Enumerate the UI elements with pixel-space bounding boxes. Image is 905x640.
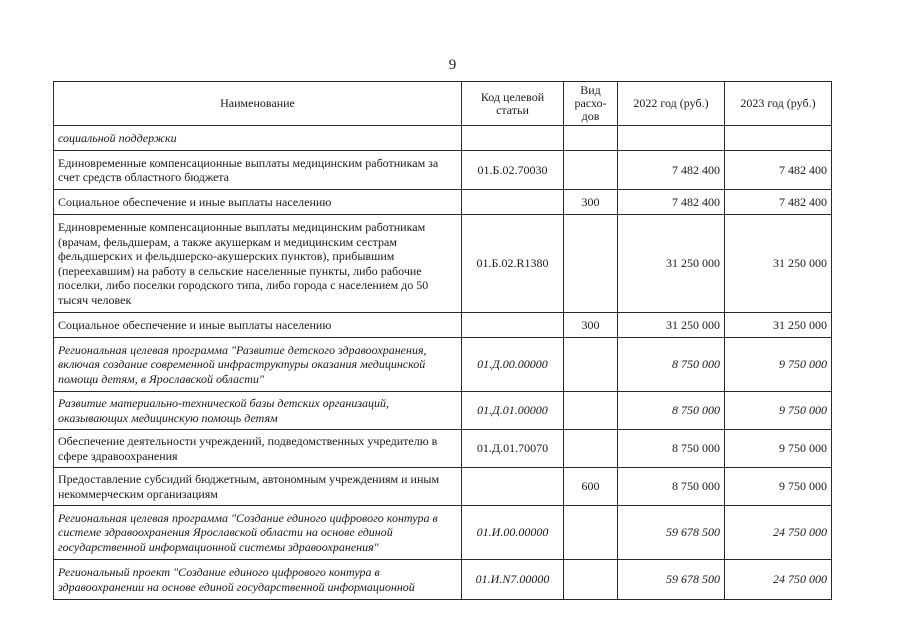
row-name: Региональная целевая программа "Развитие детского здравоохранения, включая создание современной инфраструктуры оказания медицинской помощи детям, в Ярославской области" [54, 338, 462, 392]
row-name: социальной поддержки [54, 126, 462, 151]
row-vid [564, 151, 618, 190]
row-2022: 7 482 400 [618, 151, 725, 190]
table-row [54, 215, 832, 313]
page-number: 9 [448, 57, 457, 73]
row-vid [564, 338, 618, 392]
row-vid [564, 215, 618, 313]
row-name: Региональный проект "Создание единого цифрового контура в здравоохранении на основе единой государственной информационной [54, 560, 462, 600]
row-name: Предоставление субсидий бюджетным, автономным учреждениям и иным некоммерческим организациям [54, 468, 462, 506]
row-2022: 59 678 500 [618, 560, 725, 600]
row-vid [564, 560, 618, 600]
row-2023: 24 750 000 [725, 506, 832, 560]
row-code: 01.И.00.00000 [462, 506, 564, 560]
row-2023: 24 750 000 [725, 560, 832, 600]
row-code: 01.Д.00.00000 [462, 338, 564, 392]
row-vid [564, 506, 618, 560]
row-code: 01.Д.01.70070 [462, 430, 564, 468]
row-2022: 59 678 500 [618, 506, 725, 560]
row-2023: 31 250 000 [725, 215, 832, 313]
row-2023: 9 750 000 [725, 430, 832, 468]
table-row [54, 560, 832, 600]
row-2022: 8 750 000 [618, 392, 725, 430]
row-2023: 7 482 400 [725, 151, 832, 190]
row-2022: 7 482 400 [618, 190, 725, 215]
row-vid: 300 [564, 190, 618, 215]
table-row [54, 190, 832, 215]
header-name: Наименование [54, 82, 462, 126]
row-name: Региональная целевая программа "Создание единого цифрового контура в системе здравоохранения Ярославской области на основе единой государственной информационной системы здравоохранения" [54, 506, 462, 560]
row-2022: 31 250 000 [618, 313, 725, 338]
row-name: Единовременные компенсационные выплаты медицинским работникам за счет средств областного бюджета [54, 151, 462, 190]
table-row [54, 151, 832, 190]
row-2023: 31 250 000 [725, 313, 832, 338]
row-2022 [618, 126, 725, 151]
table-row [54, 338, 832, 392]
budget-table [53, 81, 832, 600]
row-vid [564, 430, 618, 468]
row-name: Единовременные компенсационные выплаты медицинским работникам (врачам, фельдшерам, а также акушеркам и медицинским сестрам фельдшерских и фельдшерско-акушерских пунктов), прибывшим (переехавшим) на работу в сельские населенные пункты, либо рабочие поселки, либо поселки городского типа, либо города с населением до 50 тысяч человек [54, 215, 462, 313]
row-name: Социальное обеспечение и иные выплаты населению [54, 190, 462, 215]
table-row [54, 392, 832, 430]
row-2022: 8 750 000 [618, 430, 725, 468]
row-vid: 600 [564, 468, 618, 506]
row-2022: 8 750 000 [618, 468, 725, 506]
row-name: Развитие материально-технической базы детских организаций, оказывающих медицинскую помощь детям [54, 392, 462, 430]
row-code: 01.Д.01.00000 [462, 392, 564, 430]
table-row [54, 126, 832, 151]
table-row [54, 430, 832, 468]
row-code: 01.Б.02.R1380 [462, 215, 564, 313]
table-header-row [54, 82, 832, 126]
header-2022: 2022 год (руб.) [618, 82, 725, 126]
row-vid: 300 [564, 313, 618, 338]
row-code [462, 190, 564, 215]
row-2023: 9 750 000 [725, 468, 832, 506]
table-row [54, 506, 832, 560]
row-2022: 31 250 000 [618, 215, 725, 313]
header-2023: 2023 год (руб.) [725, 82, 832, 126]
row-2023: 9 750 000 [725, 338, 832, 392]
row-2023 [725, 126, 832, 151]
row-code [462, 313, 564, 338]
row-name: Социальное обеспечение и иные выплаты населению [54, 313, 462, 338]
row-vid [564, 392, 618, 430]
header-vid: Вид расхо-дов [564, 82, 618, 126]
table-row [54, 313, 832, 338]
row-2022: 8 750 000 [618, 338, 725, 392]
table-row [54, 468, 832, 506]
row-code [462, 126, 564, 151]
header-code: Код целевой статьи [462, 82, 564, 126]
row-2023: 9 750 000 [725, 392, 832, 430]
row-vid [564, 126, 618, 151]
row-2023: 7 482 400 [725, 190, 832, 215]
row-code [462, 468, 564, 506]
row-name: Обеспечение деятельности учреждений, подведомственных учредителю в сфере здравоохранения [54, 430, 462, 468]
row-code: 01.Б.02.70030 [462, 151, 564, 190]
row-code: 01.И.N7.00000 [462, 560, 564, 600]
